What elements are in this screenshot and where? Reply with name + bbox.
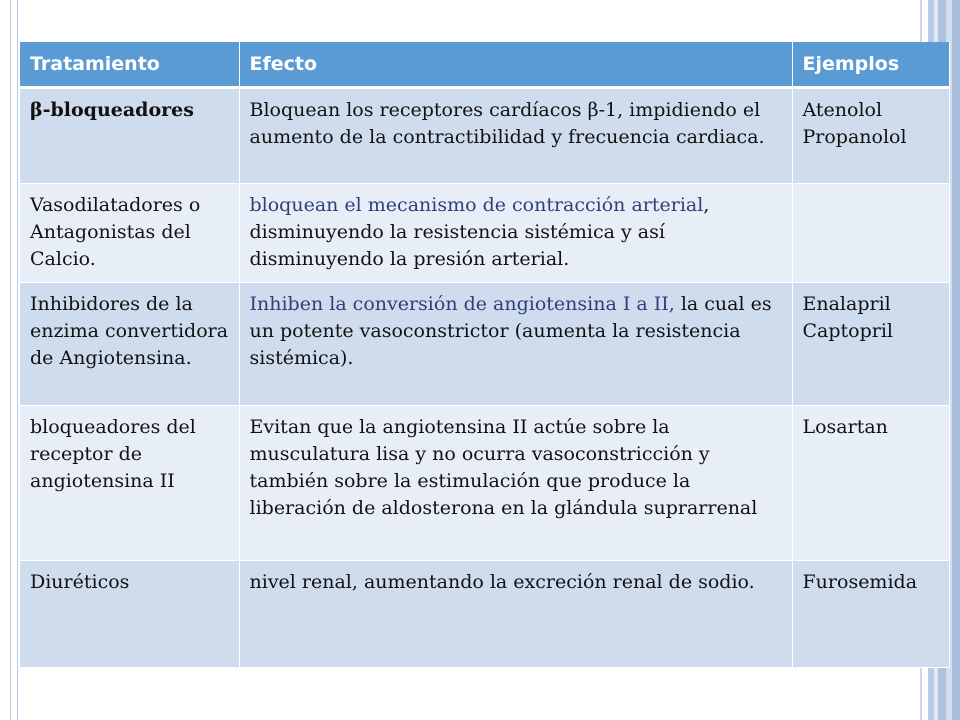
cell-examples (792, 561, 949, 668)
cell-examples (792, 406, 949, 561)
effect-rest: la cual es un potente vasoconstrictor (aumenta la resistencia sistémica). (249, 293, 772, 369)
table-row (20, 283, 949, 406)
example-item: Atenolol (802, 99, 883, 121)
slide-frame-left (10, 0, 18, 720)
cell-effect (239, 283, 792, 406)
cell-examples (792, 283, 949, 406)
cell-treatment: Vasodilatadores o Antagonistas del Calcio. (20, 184, 239, 283)
example-item: Propanolol (802, 126, 907, 148)
header-examples: Ejemplos (792, 42, 949, 88)
cell-examples (792, 184, 949, 283)
cell-effect: Evitan que la angiotensina II actúe sobre la musculatura lisa y no ocurra vasoconstricción y también sobre la estimulación que produce la liberación de aldosterona en la glándula suprarrenal (239, 406, 792, 561)
cell-treatment: bloqueadores del receptor de angiotensina II (20, 406, 239, 561)
table-row (20, 406, 949, 561)
table-header-row (20, 42, 949, 88)
treatment-table (20, 42, 950, 668)
cell-treatment: Diuréticos (20, 561, 239, 668)
header-effect: Efecto (239, 42, 792, 88)
cell-treatment: β-bloqueadores (20, 88, 239, 184)
header-treatment: Tratamiento (20, 42, 239, 88)
example-item: Losartan (802, 416, 888, 438)
example-item: Furosemida (802, 571, 918, 593)
table-row (20, 184, 949, 283)
cell-effect: nivel renal, aumentando la excreción renal de sodio. (239, 561, 792, 668)
effect-highlight: bloquean el mecanismo de contracción arterial (249, 194, 704, 216)
cell-effect (239, 184, 792, 283)
cell-examples (792, 88, 949, 184)
example-item: Captopril (802, 320, 894, 342)
cell-treatment: Inhibidores de la enzima convertidora de Angiotensina. (20, 283, 239, 406)
effect-rest: , disminuyendo la resistencia sistémica y así disminuyendo la presión arterial. (249, 194, 710, 270)
example-item: Enalapril (802, 293, 891, 315)
table-row (20, 88, 949, 184)
cell-effect: Bloquean los receptores cardíacos β-1, impidiendo el aumento de la contractibilidad y frecuencia cardiaca. (239, 88, 792, 184)
table-row (20, 561, 949, 668)
effect-highlight: Inhiben la conversión de angiotensina I a II, (249, 293, 675, 315)
